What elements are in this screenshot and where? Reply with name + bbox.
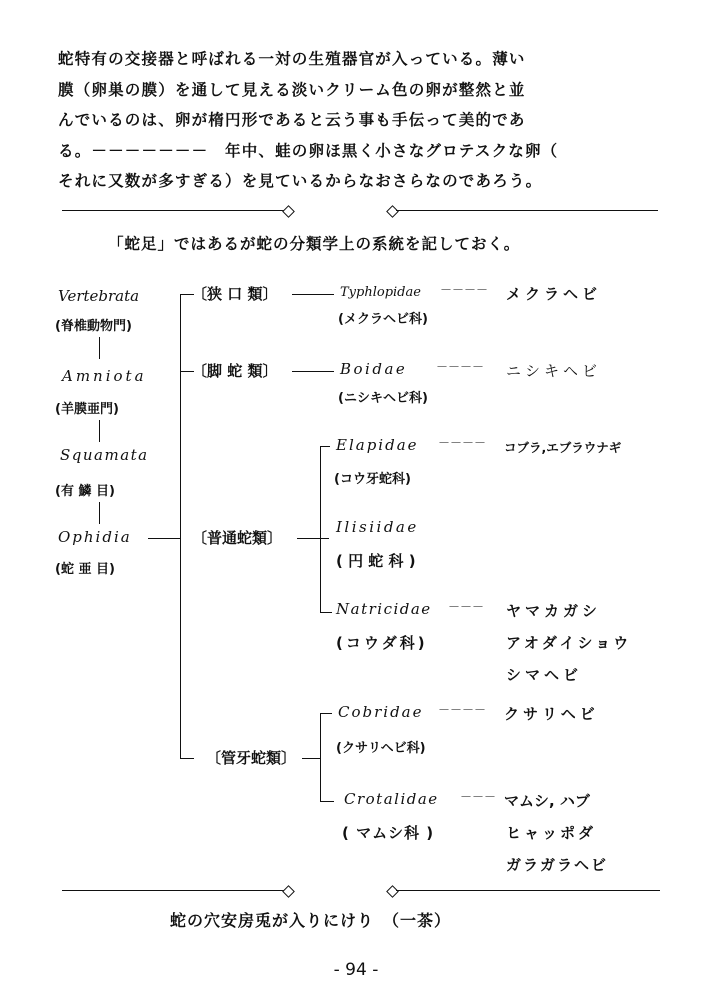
section-divider (62, 884, 660, 898)
paragraph-line: それに又数が多すぎる）を見ているからなおさらなのであろう。 (58, 172, 543, 191)
divider-line (396, 210, 658, 211)
group-label-legged: 〔脚 蛇 類〕 (192, 362, 278, 380)
family-dashes: －－－－ (436, 360, 485, 374)
group-label-narrow-mouth: 〔狭 口 類〕 (192, 285, 278, 303)
group-branch (180, 758, 194, 759)
example-species: ガラガラヘビ (506, 856, 609, 874)
example-species: ヒャッポダ (506, 824, 597, 842)
family-dashes: －－－－ (438, 703, 487, 717)
example-species: シマヘビ (506, 666, 583, 684)
example-species: アオダイショウ (506, 634, 632, 652)
example-species: マムシ, ハブ (504, 792, 590, 810)
family-dashes: －－－－ (438, 436, 487, 450)
taxon-squamata-jp: (有 鱗 目) (55, 484, 115, 499)
family-connector (297, 538, 329, 539)
taxon-amniota: Amniota (62, 367, 147, 385)
family-natricidae-jp: (コウダ科) (336, 634, 428, 652)
family-bracket (320, 446, 321, 612)
family-cobridae: Cobridae (338, 703, 424, 721)
divider-ornament (386, 205, 399, 218)
taxon-ophidia-jp: (蛇 亜 目) (55, 562, 115, 577)
family-crotalidae: Crotalidae (344, 790, 439, 808)
family-bracket (320, 713, 321, 801)
family-tick (320, 446, 330, 447)
group-label-tubular-fang: 〔管牙蛇類〕 (206, 749, 297, 767)
taxon-amniota-jp: (羊膜亜門) (55, 402, 119, 417)
lineage-connector (99, 420, 100, 442)
ophidia-connector (148, 538, 180, 539)
taxon-vertebrata: Vertebrata (58, 287, 140, 305)
group-trunk (180, 294, 181, 758)
family-dashes: －－－－ (440, 283, 489, 297)
family-typhlopidae-jp: (メクラヘビ科) (338, 312, 428, 327)
group-label-common: 〔普通蛇類〕 (192, 529, 283, 547)
divider-ornament (386, 885, 399, 898)
family-connector (292, 294, 334, 295)
divider-ornament (282, 885, 295, 898)
family-tick (320, 713, 332, 714)
taxon-squamata: Squamata (60, 446, 149, 464)
lineage-connector (99, 502, 100, 524)
family-boidae-jp: (ニシキヘビ科) (338, 391, 428, 406)
divider-line (62, 210, 284, 211)
family-connector (292, 371, 334, 372)
family-connector (302, 758, 320, 759)
family-dashes: －－－ (460, 790, 497, 804)
family-dashes: －－－ (448, 600, 485, 614)
body-paragraph (58, 44, 658, 197)
family-typhlopidae: Typhlopidae (340, 285, 421, 300)
family-elapidae-jp: (コウ牙蛇科) (334, 472, 411, 487)
haiku-line: 蛇の穴安房兎が入りにけり （一茶） (170, 911, 452, 930)
example-species: クサリヘビ (504, 705, 599, 723)
example-species: ヤマカガシ (506, 602, 602, 620)
divider-line (62, 890, 284, 891)
taxon-ophidia: Ophidia (58, 528, 132, 546)
family-crotalidae-jp: ( マムシ科 ) (342, 824, 435, 842)
divider-line (396, 890, 660, 891)
family-cobridae-jp: (クサリヘビ科) (336, 741, 426, 756)
family-elapidae: Elapidae (336, 436, 419, 454)
paragraph-line: る。－－－－－－－ 年中、蛙の卵ほ黒く小さなグロテスクな卵（ (58, 141, 559, 160)
section-divider (62, 204, 658, 218)
paragraph-line: んでいるのは、卵が楕円形であると云う事も手伝って美的であ (58, 111, 526, 130)
family-tick (320, 801, 334, 802)
family-boidae: Boidae (340, 360, 408, 378)
lineage-connector (99, 337, 100, 359)
paragraph-line: 膜（卵巣の膜）を通して見える淡いクリーム色の卵が整然と並 (58, 80, 526, 99)
family-ilisiidae-jp: ( 円 蛇 科 ) (336, 552, 416, 570)
taxonomy-intro: 「蛇足」ではあるが蛇の分類学上の系統を記しておく。 (108, 235, 521, 253)
page-number: - 94 - (333, 960, 379, 980)
divider-ornament (282, 205, 295, 218)
example-species: ニシキヘビ (506, 362, 602, 380)
family-ilisiidae: Ilisiidae (336, 518, 419, 536)
example-species: コブラ,エブラウナギ (504, 440, 622, 455)
example-species: メクラヘビ (506, 285, 602, 303)
family-tick (320, 612, 332, 613)
paragraph-line: 蛇特有の交接器と呼ばれる一対の生殖器官が入っている。薄い (58, 50, 526, 68)
family-natricidae: Natricidae (336, 600, 432, 618)
taxon-vertebrata-jp: (脊椎動物門) (55, 319, 132, 334)
